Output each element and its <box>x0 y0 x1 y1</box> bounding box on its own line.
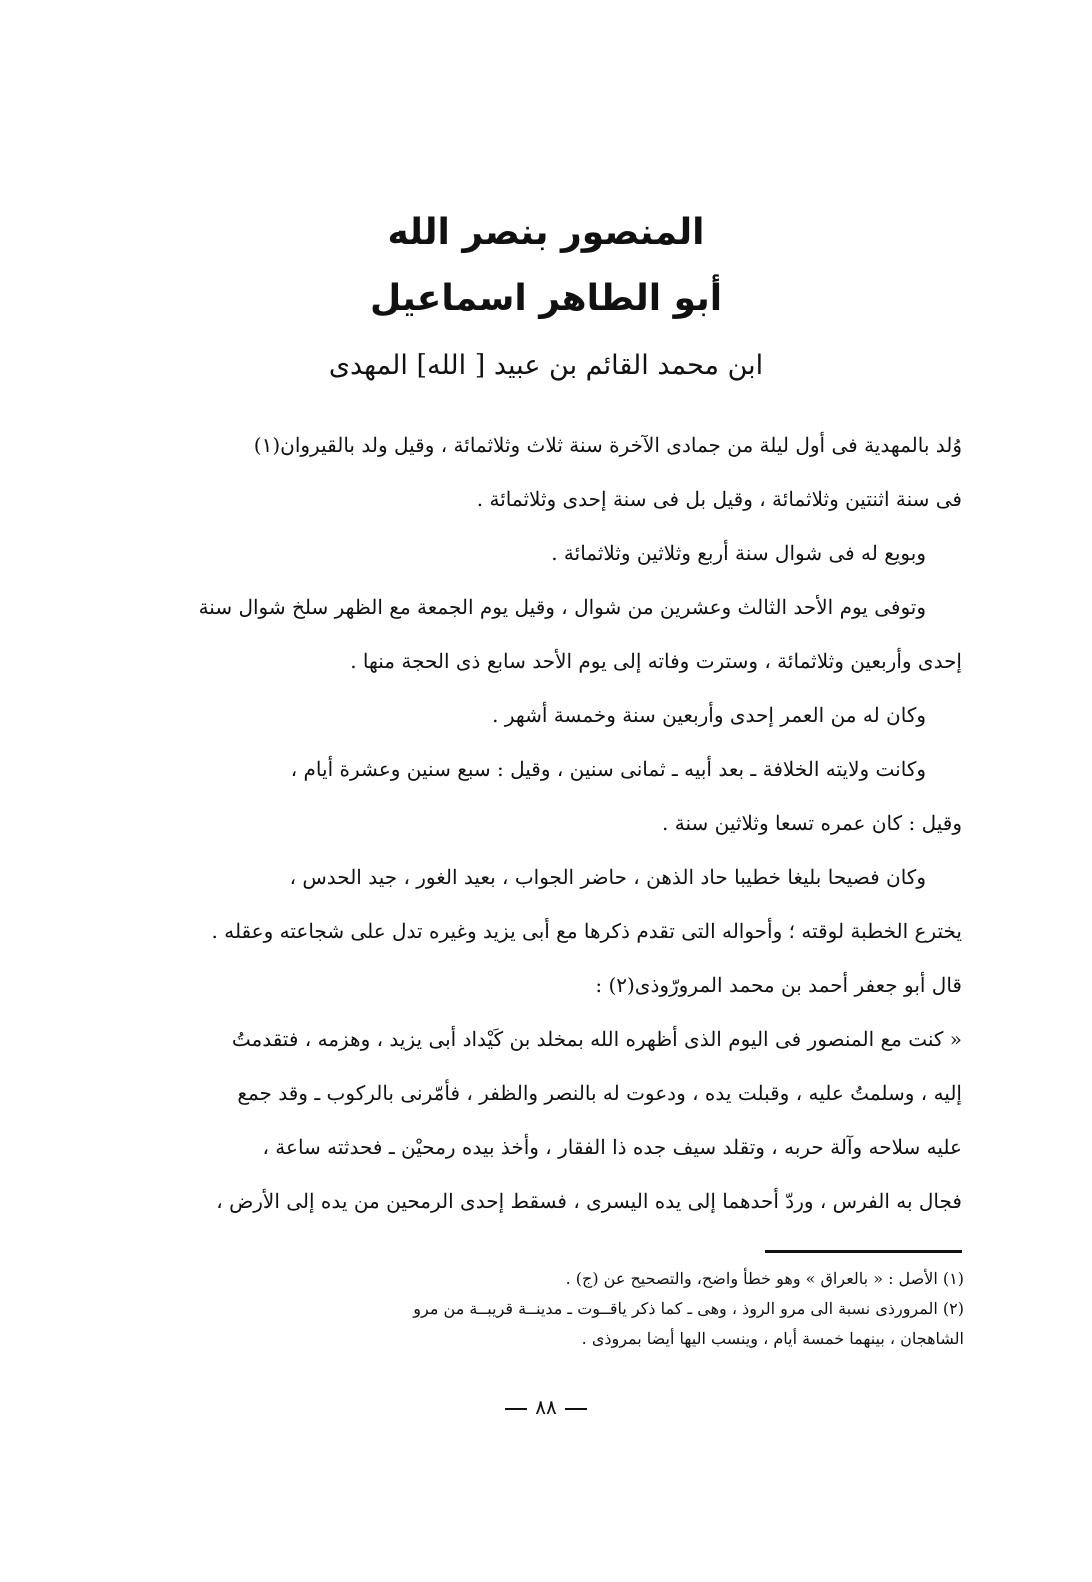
text-line: إحدى وأربعين وثلاثمائة ، وسترت وفاته إلى يوم الأحد سابع ذى الحجة منها . <box>350 649 962 673</box>
footnote-2-continued: الشاهجان ، بينهما خمسة أيام ، وينسب اليها أيضا بمروذى . <box>581 1329 964 1348</box>
text-line: وكان فصيحا بليغا خطيبا حاد الذهن ، حاضر الجواب ، بعيد الغور ، جيد الحدس ، <box>289 865 926 889</box>
text-line: إليه ، وسلمتُ عليه ، وقبلت يده ، ودعوت له بالنصر والظفر ، فأمّرنى بالركوب ـ وقد جمع <box>237 1081 962 1105</box>
footnote-divider <box>765 1250 962 1253</box>
text-line: وتوفى يوم الأحد الثالث وعشرين من شوال ، وقيل يوم الجمعة مع الظهر سلخ شوال سنة <box>198 595 926 619</box>
dash-left <box>505 1408 527 1410</box>
text-line: عليه سلاحه وآلة حربه ، وتقلد سيف جده ذا الفقار ، وأخذ بيده رمحيْن ـ فحدثته ساعة ، <box>262 1135 962 1159</box>
chapter-title: المنصور بنصر الله <box>387 212 705 253</box>
text-line: وبويع له فى شوال سنة أربع وثلاثين وثلاثمائة . <box>551 541 926 565</box>
text-line: وقيل : كان عمره تسعا وثلاثين سنة . <box>662 811 962 835</box>
text-line: « كنت مع المنصور فى اليوم الذى أظهره الله بمخلد بن كَيْداد أبى يزيد ، وهزمه ، فتقدمتُ <box>231 1027 962 1051</box>
chapter-subtitle: أبو الطاهر اسماعيل <box>369 278 723 319</box>
main-text <box>112 418 962 1228</box>
text-line: يخترع الخطبة لوقته ؛ وأحواله التى تقدم ذكرها مع أبى يزيد وغيره تدل على شجاعته وعقله . <box>211 919 962 943</box>
text-line: وكانت ولايته الخلافة ـ بعد أبيه ـ ثمانى سنين ، وقيل : سبع سنين وعشرة أيام ، <box>290 757 926 781</box>
page-number-value: ٨٨ <box>535 1395 557 1419</box>
text-line: فجال به الفرس ، وردّ أحدهما إلى يده اليسرى ، فسقط إحدى الرمحين من يده إلى الأرض ، <box>216 1189 962 1213</box>
footnote-2: (٢) المرورذى نسبة الى مرو الروذ ، وهى ـ كما ذكر ياقــوت ـ مدينــة قريبــة من مرو <box>413 1299 964 1318</box>
quote-attribution: قال أبو جعفر أحمد بن محمد المرورّوذى(٢) : <box>595 958 962 1012</box>
lineage-line: ابن محمد القائم بن عبيد [ الله] المهدى <box>328 350 764 381</box>
dash-right <box>565 1408 587 1410</box>
text-line: وُلد بالمهدية فى أول ليلة من جمادى الآخرة سنة ثلاث وثلاثمائة ، وقيل ولد بالقيروان(١) <box>253 433 962 457</box>
text-line: فى سنة اثنتين وثلاثمائة ، وقيل بل فى سنة إحدى وثلاثمائة . <box>476 487 962 511</box>
footnote-1: (١) الأصل : « بالعراق » وهو خطأ واضح، والتصحيح عن (ج) . <box>565 1269 964 1288</box>
footnotes <box>112 1264 964 1354</box>
text-line: وكان له من العمر إحدى وأربعين سنة وخمسة أشهر . <box>492 703 926 727</box>
page-number <box>0 1395 1092 1419</box>
